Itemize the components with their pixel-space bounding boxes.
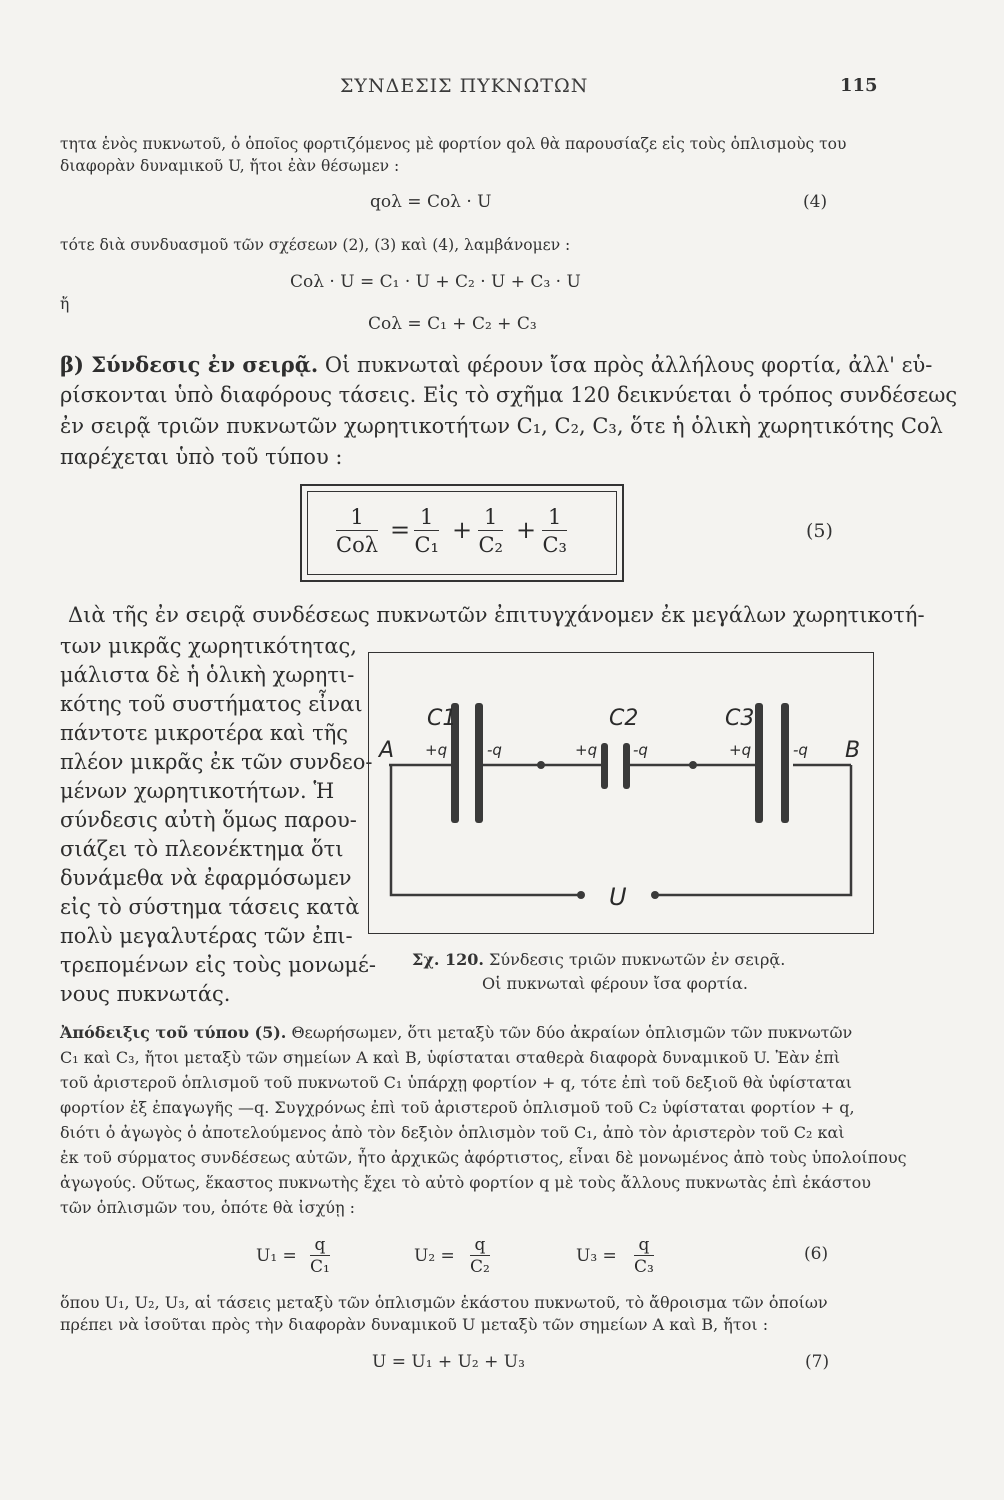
junction-dot (689, 761, 697, 769)
page-number: 115 (840, 75, 878, 96)
body-column-line: εἰς τὸ σύστημα τάσεις κατὰ (60, 895, 360, 919)
eq6-fraction-1: $\frac{q}{\text{C₁}}$ (310, 1235, 330, 1277)
intro-line-1: τητα ἑνὸς πυκνωτοῦ, ὁ ὁποῖος φορτιζόμενος μὲ φορτίον qολ θὰ παρουσίαζε εἰς τοὺς ὁπλισμοὺς του (60, 135, 847, 153)
fraction-1-over-c3: $\frac{1}{\text{C₃}}$ (542, 505, 567, 557)
equation-4-number: (4) (803, 192, 828, 212)
label-u: U (609, 883, 627, 911)
wire-return-right (657, 765, 851, 895)
fraction-1-over-c1: $\frac{1}{\text{C₁}}$ (414, 505, 439, 557)
proof-line-1 (60, 1022, 852, 1044)
label-c1-minus-q: -q (487, 741, 502, 759)
proof-line-1-text: Θεωρήσωμεν, ὅτι μεταξὺ τῶν δύο ἀκραίων ὁπλισμῶν τῶν πυκνωτῶν (291, 1023, 853, 1042)
c3-right-plate (781, 703, 789, 823)
body-column-line: τρεπομένων εἰς τοὺς μονωμέ- (60, 953, 376, 977)
eq6-u3: U₃ = (576, 1246, 617, 1266)
equation-sum-2: Cολ = C₁ + C₂ + C₃ (368, 314, 537, 334)
c1-right-plate (475, 703, 483, 823)
proof-line: τῶν ὁπλισμῶν του, ὁπότε θὰ ἰσχύῃ : (60, 1198, 356, 1217)
c2-right-plate (623, 743, 630, 789)
terminal-dot (577, 891, 585, 899)
proof-line: ἐκ τοῦ σύρματος συνδέσεως αὐτῶν, ἦτο ἀρχικῶς ἀφόρτιστος, εἶναι δὲ μονωμένος ἀπὸ τοὺς ὑπολοίπους (60, 1148, 907, 1167)
equation-4: qολ = Cολ · U (370, 192, 492, 212)
label-c2-minus-q: -q (633, 741, 648, 759)
series-heading: β) Σύνδεσις ἐν σειρᾷ. (60, 352, 319, 377)
c3-left-plate (755, 703, 763, 823)
plus-sign: + (452, 516, 473, 544)
proof-line: διότι ὁ ἀγωγὸς ὁ ἀποτελούμενος ἀπὸ τὸν δεξιὸν ὁπλισμὸν τοῦ C₁, ἀπὸ τὸν ἀριστερὸν τοῦ C₂ καὶ (60, 1123, 845, 1142)
figure-caption-label: Σχ. 120. (412, 950, 484, 969)
series-line-2: ρίσκονται ὑπὸ διαφόρους τάσεις. Εἰς τὸ σχῆμα 120 δεικνύεται ὁ τρόπος συνδέσεως (60, 383, 958, 407)
body-column-line: νους πυκνωτάς. (60, 982, 231, 1006)
eq6-u1: U₁ = (256, 1246, 297, 1266)
equation-7-number: (7) (805, 1352, 830, 1372)
label-c3: C3 (725, 706, 755, 731)
formula-box (300, 484, 624, 582)
closing-line-1: ὅπου U₁, U₂, U₃, αἱ τάσεις μεταξὺ τῶν ὁπλισμῶν ἑκάστου πυκνωτοῦ, τὸ ἄθροισμα τῶν ὁποίων (60, 1293, 828, 1312)
body-column-line: σύνδεσις αὐτὴ ὅμως παρου- (60, 808, 357, 832)
label-c3-plus-q: +q (729, 741, 752, 759)
terminal-dot (651, 891, 659, 899)
proof-line: φορτίον ἐξ ἐπαγωγῆς —q. Συγχρόνως ἐπὶ τοῦ ἀριστεροῦ ὁπλισμοῦ τοῦ C₂ ὑφίσταται φορτίον + q, (60, 1098, 855, 1117)
body-column-line: δυνάμεθα νὰ ἐφαρμόσωμεν (60, 866, 352, 890)
body-column-line: πολὺ μεγαλυτέρας τῶν ἐπι- (60, 924, 353, 948)
or-word: ἤ (60, 295, 70, 313)
body-line-1: Διὰ τῆς ἐν σειρᾷ συνδέσεως πυκνωτῶν ἐπιτυγχάνομεν ἐκ μεγάλων χωρητικοτή- (68, 603, 925, 627)
series-line-1 (60, 350, 932, 380)
equation-5-number: (5) (806, 520, 833, 542)
eq6-u2: U₂ = (414, 1246, 455, 1266)
junction-dot (537, 761, 545, 769)
series-line-1-text: Οἱ πυκνωταὶ φέρουν ἴσα πρὸς ἀλλήλους φορτία, ἀλλ' εὑ- (324, 353, 933, 377)
running-header-title: ΣΥΝΔΕΣΙΣ ΠΥΚΝΩΤΩΝ (340, 75, 589, 97)
body-column-line: σιάζει τὸ πλεονέκτημα ὅτι (60, 837, 344, 861)
label-c3-minus-q: -q (793, 741, 808, 759)
equation-sum-1: Cολ · U = C₁ · U + C₂ · U + C₃ · U (290, 272, 581, 292)
body-column-line: πλέον μικρᾶς ἐκ τῶν συνδεο- (60, 750, 373, 774)
fraction-1-over-c-total: 1 Cολ (336, 505, 379, 557)
eq6-fraction-2: $\frac{q}{\text{C₂}}$ (470, 1235, 490, 1277)
proof-line: ἀγωγούς. Οὕτως, ἕκαστος πυκνωτὴς ἔχει τὸ αὐτὸ φορτίον q μὲ τοὺς ἄλλους πυκνωτὰς ἐπὶ ἑκάστου (60, 1173, 871, 1192)
figure-caption-line-2: Οἱ πυκνωταὶ φέρουν ἴσα φορτία. (482, 974, 748, 993)
figure-caption-line-1 (412, 950, 785, 969)
label-b: B (845, 738, 861, 763)
proof-heading: Ἀπόδειξις τοῦ τύπου (5). (60, 1023, 287, 1042)
figure-caption-text: Σύνδεσις τριῶν πυκνωτῶν ἐν σειρᾷ. (489, 950, 786, 969)
series-capacitor-diagram (369, 653, 873, 933)
proof-line: τοῦ ἀριστεροῦ ὁπλισμοῦ τοῦ πυκνωτοῦ C₁ ὑπάρχῃ φορτίον + q, τότε ἐπὶ τοῦ δεξιοῦ θὰ ὑφίσταται (60, 1073, 853, 1092)
body-column-line: μάλιστα δὲ ἡ ὁλικὴ χωρητι- (60, 663, 355, 687)
label-c1: C1 (427, 706, 457, 731)
eq6-fraction-3: $\frac{q}{\text{C₃}}$ (634, 1235, 654, 1277)
figure-120 (368, 652, 874, 934)
fraction-1-over-c2: $\frac{1}{\text{C₂}}$ (478, 505, 503, 557)
equation-7: U = U₁ + U₂ + U₃ (372, 1352, 525, 1372)
closing-line-2: πρέπει νὰ ἰσοῦται πρὸς τὴν διαφορὰν δυναμικοῦ U μεταξὺ τῶν σημείων A καὶ B, ἤτοι : (60, 1315, 769, 1334)
plus-sign: + (516, 516, 537, 544)
wire-return-left (391, 765, 579, 895)
label-c2-plus-q: +q (575, 741, 598, 759)
body-column-line: πάντοτε μικροτέρα καὶ τῆς (60, 721, 349, 745)
proof-line: C₁ καὶ C₃, ἤτοι μεταξὺ τῶν σημείων A καὶ B, ὑφίσταται σταθερὰ διαφορὰ δυναμικοῦ U. Ἐὰν ἐπὶ (60, 1048, 841, 1067)
equals-sign: = (390, 516, 411, 544)
c2-left-plate (601, 743, 608, 789)
equation-6-number: (6) (804, 1244, 829, 1264)
label-c2: C2 (609, 706, 639, 731)
body-column-line: των μικρᾶς χωρητικότητας, (60, 634, 357, 658)
intro-line-2: διαφορὰν δυναμικοῦ U, ἤτοι ἐὰν θέσωμεν : (60, 157, 400, 175)
label-c1-plus-q: +q (425, 741, 448, 759)
series-line-4: παρέχεται ὑπὸ τοῦ τύπου : (60, 445, 343, 469)
combine-line: τότε διὰ συνδυασμοῦ τῶν σχέσεων (2), (3) καὶ (4), λαμβάνομεν : (60, 236, 571, 254)
series-line-3: ἐν σειρᾷ τριῶν πυκνωτῶν χωρητικοτήτων C₁, C₂, C₃, ὅτε ἡ ὁλικὴ χωρητικότης Cολ (60, 414, 943, 438)
label-a: A (379, 738, 395, 763)
body-column-line: κότης τοῦ συστήματος εἶναι (60, 692, 363, 716)
body-column-line: μένων χωρητικοτήτων. Ἡ (60, 779, 335, 803)
